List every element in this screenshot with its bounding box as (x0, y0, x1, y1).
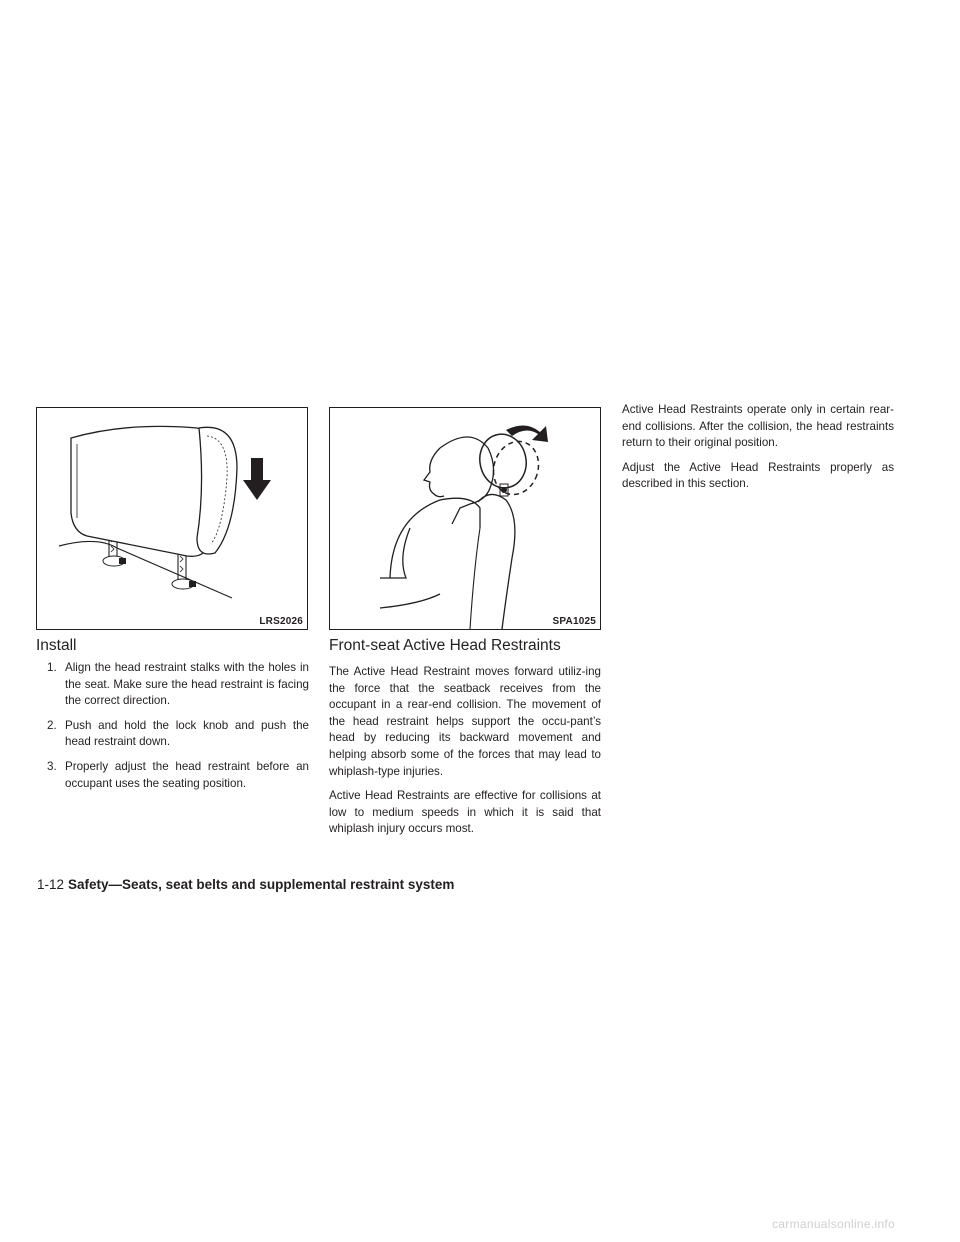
list-item (41, 660, 309, 710)
step-number: 1. (47, 661, 57, 674)
page-number: 1-12 (37, 877, 65, 892)
step-number: 2. (47, 718, 57, 732)
figure-code: LRS2026 (259, 616, 303, 627)
active-head-restraints-body (329, 664, 601, 846)
figure-active-head-restraint (329, 407, 601, 630)
paragraph: Adjust the Active Head Restraints properly as described in this section. (622, 460, 894, 491)
paragraph: Active Head Restraints operate only in certain rear-end collisions. After the collision, the head restraints return to their original position. (622, 403, 894, 450)
install-steps-list (41, 660, 309, 800)
active-head-restraints-heading: Front-seat Active Head Restraints (329, 637, 561, 654)
list-item (41, 759, 309, 792)
page-footer (37, 877, 454, 892)
list-item (41, 718, 309, 751)
head-restraint-drawing (37, 408, 307, 629)
paragraph: Active Head Restraints are effective for collisions at low to medium speeds in which it is said that whiplash injury occurs most. (329, 789, 601, 836)
step-number: 3. (47, 759, 57, 773)
figure-head-restraint-install (36, 407, 308, 630)
watermark: carmanualsonline.info (772, 1217, 896, 1231)
section-title: Safety—Seats, seat belts and supplemental restraint system (68, 877, 455, 892)
column-three-body (622, 402, 894, 501)
step-text: Push and hold the lock knob and push the head restraint down. (65, 718, 309, 749)
figure-code: SPA1025 (552, 616, 596, 627)
install-heading: Install (36, 637, 77, 654)
paragraph: The Active Head Restraint moves forward utiliz-ing the force that the seatback receives from the occupant in a rear-end collision. The movement of the head restraint helps support the occu-pant’s head by reducing its backward movement and helping absorb some of the forces that may lead to whiplash-type injuries. (329, 665, 601, 778)
step-text: Properly adjust the head restraint before an occupant uses the seating position. (65, 759, 309, 790)
step-text: Align the head restraint stalks with the holes in the seat. Make sure the head restraint is facing the correct direction. (65, 661, 309, 708)
active-head-restraint-drawing (330, 408, 600, 629)
